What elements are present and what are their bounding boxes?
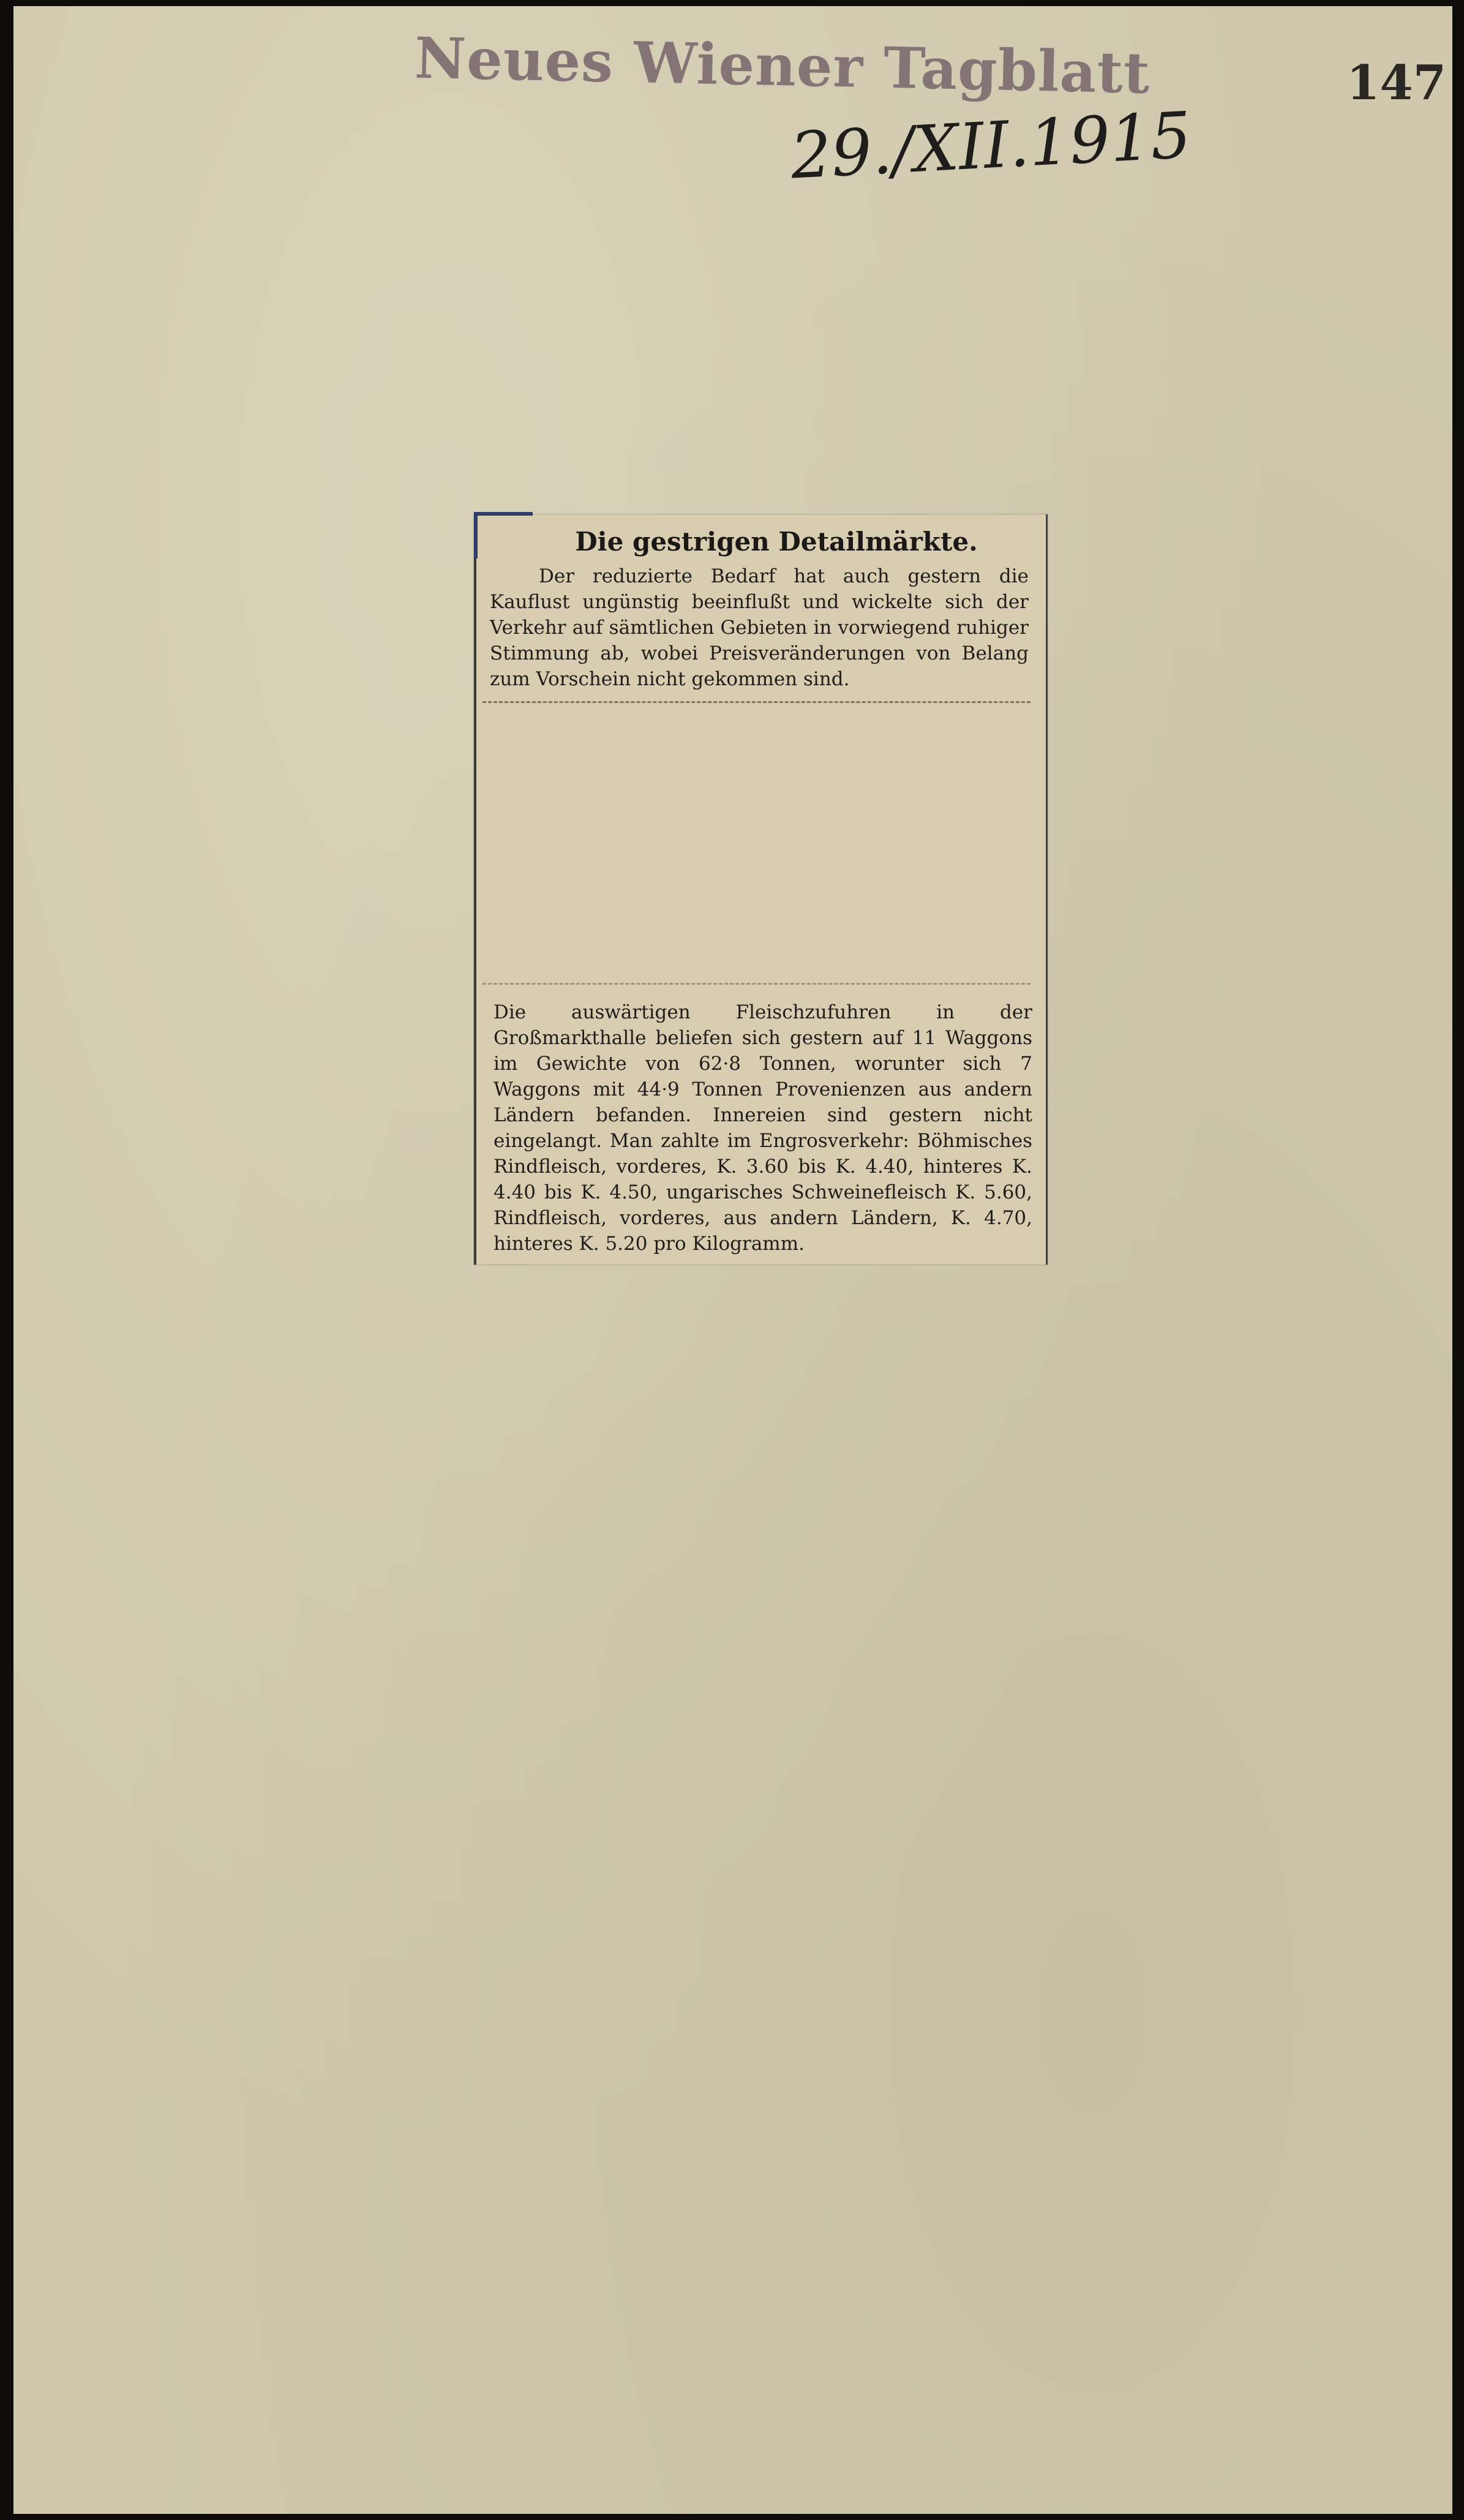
clipping-title: Die gestrigen Detailmärkte. [575, 527, 978, 557]
newspaper-stamp: Neues Wiener Tagblatt [414, 24, 1151, 107]
handwritten-date: 29./XII.1915 [789, 97, 1193, 194]
blank-section [489, 710, 1027, 974]
clipping-paragraph-2: Die auswärtigen Fleischzufuhren in der Großmarkthalle beliefen sich gestern auf 11 Waggons im Gewichte von 62·8 Tonnen, worunter sich 7 Waggons mit 44·9 Tonnen Provenienzen aus andern Ländern befanden. Innereien sind gestern nicht eingelangt. Man zahlte im Engrosverkehr: Böhmisches Rindfleisch, vorderes, K. 3.60 bis K. 4.40, hinteres K. 4.40 bis K. 4.50, ungarisches Schweinefleisch K. 5.60, Rindfleisch, vorderes, aus andern Ländern, K. 4.70, hinteres K. 5.20 pro Kilogramm. [494, 1001, 1032, 1255]
cut-line-bottom [482, 983, 1030, 986]
blue-pencil-mark [474, 512, 533, 559]
clipping-paragraph-1: Der reduzierte Bedarf hat auch gestern die Kauflust ungünstig beeinflußt und wickelte sich der Verkehr auf sämtlichen Gebieten in vorwiegend ruhiger Stimmung ab, wobei Preisveränderungen von Belang zum Vorschein nicht gekommen sind. [490, 565, 1029, 690]
newspaper-clipping [474, 514, 1048, 1265]
archive-sheet [13, 6, 1452, 2514]
cut-line-top [482, 701, 1030, 704]
page-number: 147 [1346, 55, 1446, 111]
